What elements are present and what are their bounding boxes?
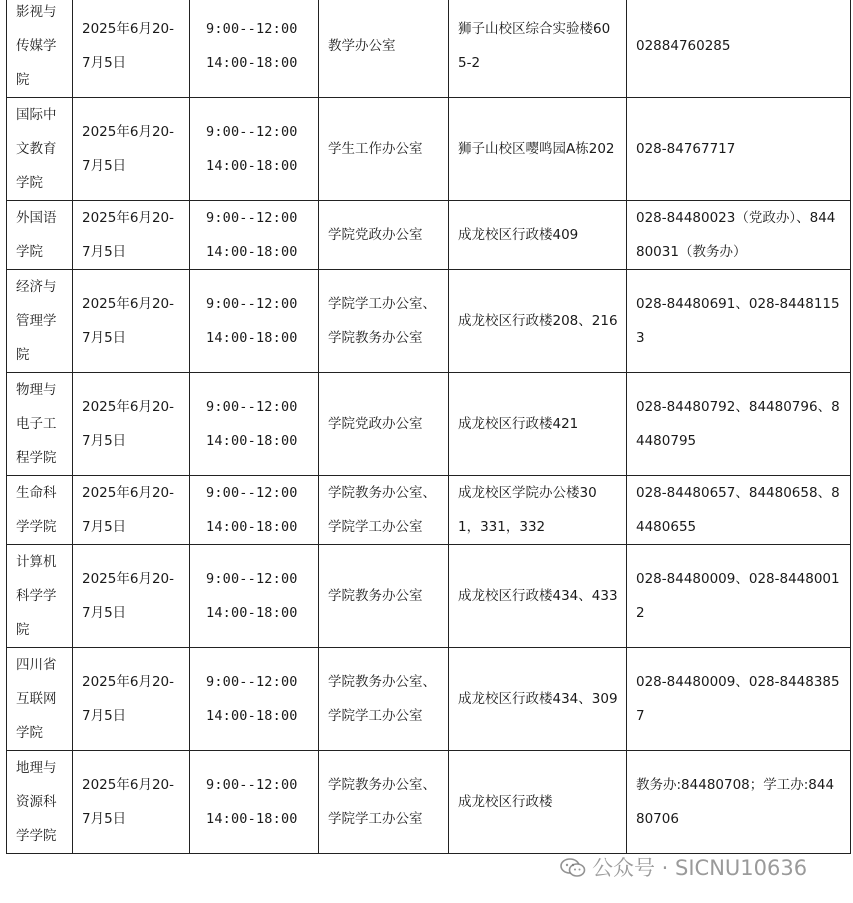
date-cell [73,0,190,98]
table-row [7,751,851,854]
phone-number: 028-84480023（党政办）、84480031（教务办） [636,210,836,260]
date-cell [73,751,190,854]
time-am: 9:00--12:00 [206,571,298,587]
place-name: 成龙校区行政楼208、216 [458,313,618,329]
time-pm: 14:00-18:00 [206,158,298,174]
phone-cell [627,545,851,648]
place-name: 成龙校区学院办公楼301，331，332 [458,485,597,535]
date-cell [73,545,190,648]
time-pm: 14:00-18:00 [206,244,298,260]
college-cell [7,373,73,476]
phone-cell [627,98,851,201]
date-cell [73,270,190,373]
place-name: 成龙校区行政楼434、309 [458,691,618,707]
time-pm: 14:00-18:00 [206,433,298,449]
time-cell [190,545,319,648]
table-row [7,270,851,373]
place-name: 成龙校区行政楼 [458,794,553,810]
contact-table [6,0,851,854]
date-cell [73,476,190,545]
phone-number: 教务办:84480708；学工办:84480706 [636,777,835,827]
date-cell [73,373,190,476]
college-name: 物理与电子工程学院 [16,382,57,466]
office-name: 教学办公室 [328,38,396,54]
table-body [7,0,851,854]
date-range: 2025年6月20-7月5日 [82,210,174,260]
date-cell [73,201,190,270]
office-cell [319,648,449,751]
date-range: 2025年6月20-7月5日 [82,485,174,535]
date-range: 2025年6月20-7月5日 [82,399,174,449]
place-name: 成龙校区行政楼434、433 [458,588,618,604]
phone-number: 02884760285 [636,38,731,54]
time-cell [190,648,319,751]
time-pm: 14:00-18:00 [206,605,298,621]
place-cell [449,373,627,476]
table-row [7,0,851,98]
office-cell [319,201,449,270]
college-cell [7,98,73,201]
watermark-text: 公众号 · SICNU10636 [592,856,808,880]
office-name: 学院教务办公室、学院学工办公室 [328,485,436,535]
phone-number: 028-84480691、028-84481153 [636,296,840,346]
college-cell [7,0,73,98]
time-am: 9:00--12:00 [206,296,298,312]
place-name: 成龙校区行政楼421 [458,416,579,432]
date-range: 2025年6月20-7月5日 [82,124,174,174]
phone-number: 028-84480009、028-84483857 [636,674,840,724]
date-range: 2025年6月20-7月5日 [82,21,174,71]
time-cell [190,751,319,854]
office-name: 学院教务办公室 [328,588,423,604]
table-row [7,98,851,201]
time-pm: 14:00-18:00 [206,708,298,724]
place-cell [449,98,627,201]
table-row [7,545,851,648]
date-range: 2025年6月20-7月5日 [82,777,174,827]
place-cell [449,751,627,854]
place-cell [449,201,627,270]
office-cell [319,476,449,545]
college-cell [7,648,73,751]
place-cell [449,0,627,98]
place-name: 成龙校区行政楼409 [458,227,579,243]
date-range: 2025年6月20-7月5日 [82,674,174,724]
wechat-icon [560,858,586,878]
office-name: 学院学工办公室、学院教务办公室 [328,296,436,346]
office-cell [319,98,449,201]
place-name: 狮子山校区嘤鸣园A栋202 [458,141,615,157]
time-cell [190,270,319,373]
office-name: 学院教务办公室、学院学工办公室 [328,674,436,724]
office-cell [319,545,449,648]
phone-number: 028-84480792、84480796、84480795 [636,399,840,449]
phone-number: 028-84480657、84480658、84480655 [636,485,840,535]
date-cell [73,98,190,201]
phone-cell [627,648,851,751]
phone-cell [627,201,851,270]
phone-cell [627,270,851,373]
college-cell [7,751,73,854]
table-row [7,373,851,476]
office-cell [319,373,449,476]
phone-number: 028-84480009、028-84480012 [636,571,840,621]
office-name: 学院党政办公室 [328,416,423,432]
time-cell [190,98,319,201]
college-cell [7,476,73,545]
college-name: 经济与管理学院 [16,279,57,363]
date-range: 2025年6月20-7月5日 [82,296,174,346]
office-name: 学院党政办公室 [328,227,423,243]
time-cell [190,373,319,476]
time-am: 9:00--12:00 [206,399,298,415]
phone-number: 028-84767717 [636,141,736,157]
time-am: 9:00--12:00 [206,210,298,226]
college-cell [7,270,73,373]
date-range: 2025年6月20-7月5日 [82,571,174,621]
table-row [7,201,851,270]
college-cell [7,201,73,270]
phone-cell [627,373,851,476]
time-am: 9:00--12:00 [206,485,298,501]
time-am: 9:00--12:00 [206,777,298,793]
time-am: 9:00--12:00 [206,124,298,140]
college-cell [7,545,73,648]
time-pm: 14:00-18:00 [206,519,298,535]
date-cell [73,648,190,751]
time-pm: 14:00-18:00 [206,330,298,346]
office-name: 学院教务办公室、学院学工办公室 [328,777,436,827]
college-name: 计算机科学学院 [16,554,57,638]
college-name: 外国语学院 [16,210,57,260]
office-cell [319,751,449,854]
phone-cell [627,751,851,854]
table-row [7,476,851,545]
watermark [560,852,807,882]
table-row [7,648,851,751]
time-cell [190,201,319,270]
time-cell [190,476,319,545]
time-pm: 14:00-18:00 [206,811,298,827]
college-name: 影视与传媒学院 [16,4,57,88]
phone-cell [627,476,851,545]
place-cell [449,270,627,373]
college-name: 生命科学学院 [16,485,57,535]
time-am: 9:00--12:00 [206,21,298,37]
place-cell [449,648,627,751]
office-cell [319,0,449,98]
phone-cell [627,0,851,98]
college-name: 四川省互联网学院 [16,657,57,741]
time-cell [190,0,319,98]
place-cell [449,476,627,545]
place-name: 狮子山校区综合实验楼605-2 [458,21,611,71]
office-name: 学生工作办公室 [328,141,423,157]
place-cell [449,545,627,648]
time-pm: 14:00-18:00 [206,55,298,71]
office-cell [319,270,449,373]
time-am: 9:00--12:00 [206,674,298,690]
college-name: 地理与资源科学学院 [16,760,57,844]
college-name: 国际中文教育学院 [16,107,57,191]
